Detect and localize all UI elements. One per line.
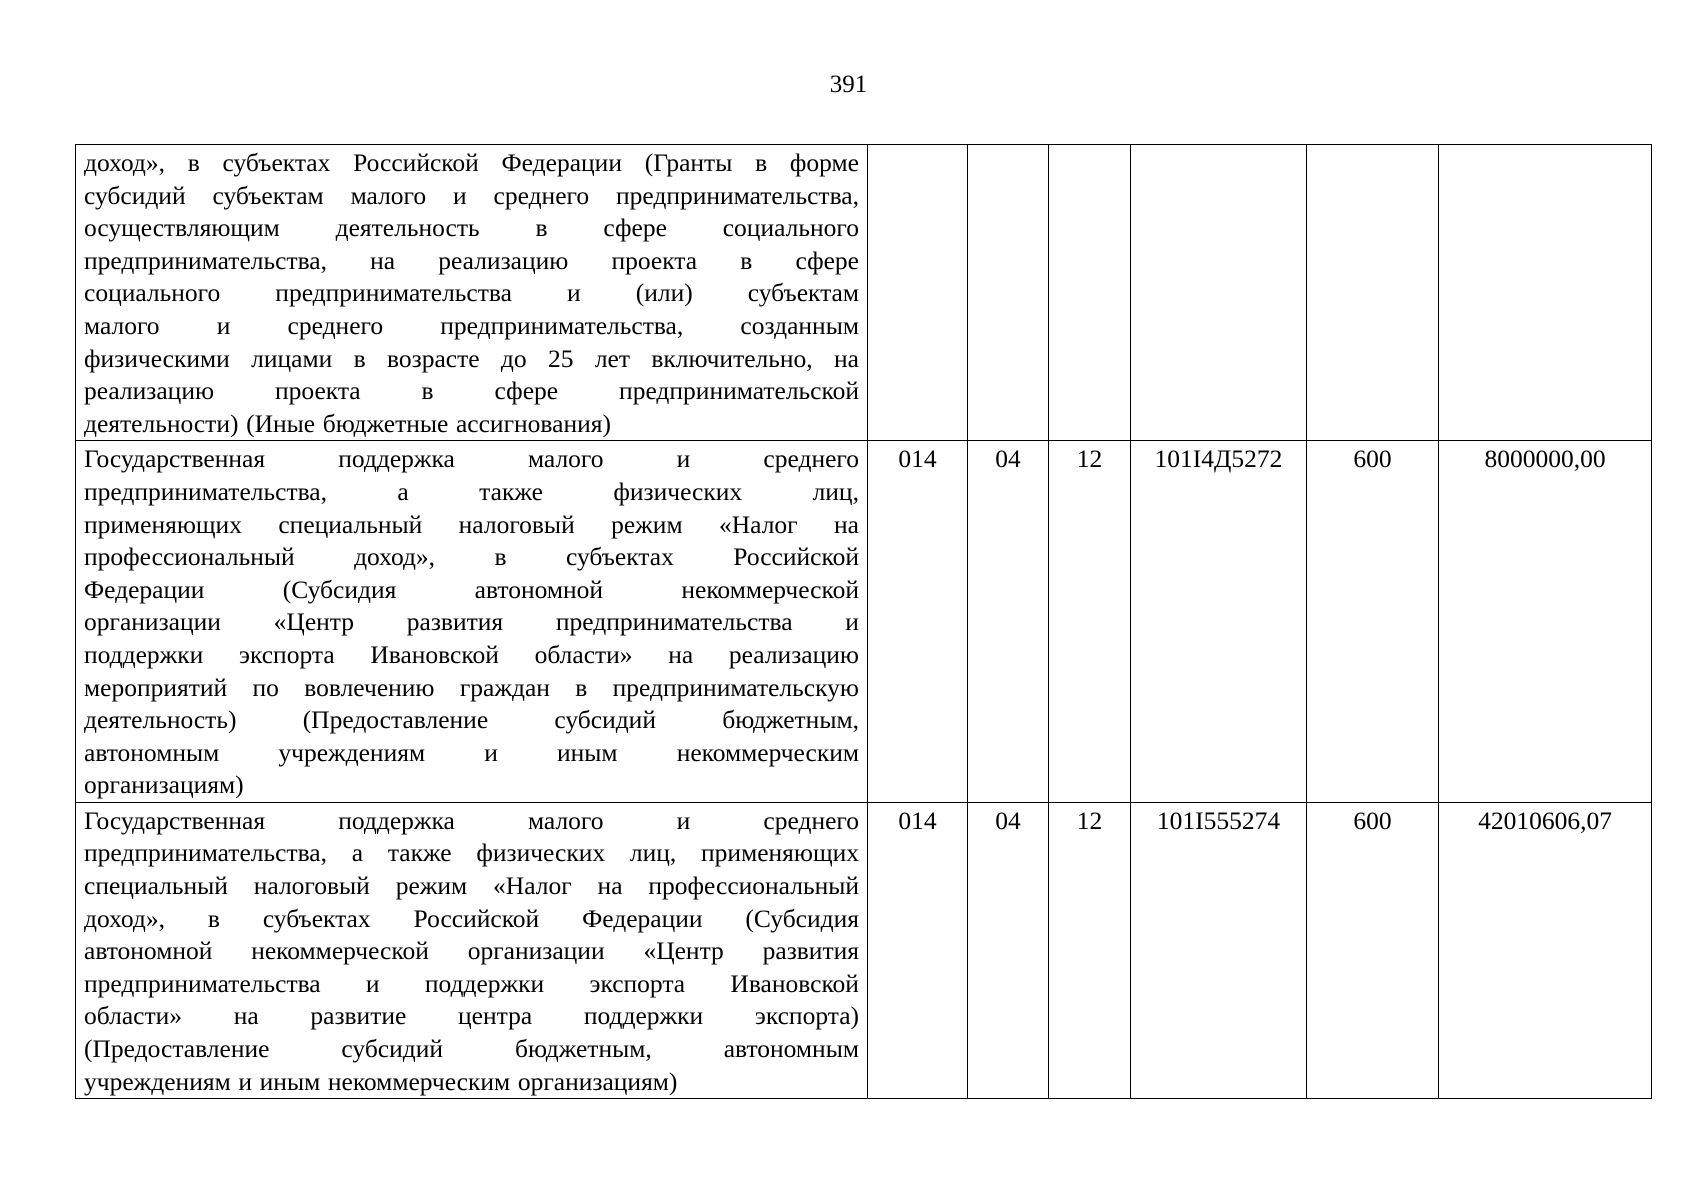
description-line: реализацию проекта в сфере предпринимательской xyxy=(84,376,859,406)
description-line: деятельности) (Иные бюджетные ассигнования) xyxy=(84,408,611,438)
description-line: предпринимательства, а также физических лиц, xyxy=(84,476,859,506)
description-line: малого и среднего предпринимательства, созданным xyxy=(84,310,859,340)
description-line: области» на развитие центра поддержки экспорта) xyxy=(84,1001,859,1031)
description-line: автономным учреждениям и иным некоммерческим xyxy=(84,737,859,767)
description-line: доход», в субъектах Российской Федерации (Субсидия xyxy=(84,903,859,933)
target-article-cell: 101I4Д5272 xyxy=(1131,441,1307,803)
page-number: 391 xyxy=(829,71,868,98)
description-line: поддержки экспорта Ивановской области» на реализацию xyxy=(84,639,859,669)
description-line: (Предоставление субсидий бюджетным, автономным xyxy=(84,1034,859,1064)
description-line: предпринимательства, на реализацию проекта в сфере xyxy=(84,245,859,275)
subsection-code-cell: 12 xyxy=(1049,441,1131,803)
description-line: организациям) xyxy=(84,770,244,800)
description-line: осуществляющим деятельность в сфере социального xyxy=(84,213,859,243)
subsection-code-cell: 12 xyxy=(1049,802,1131,1098)
description-line: Государственная поддержка малого и среднего xyxy=(84,444,859,474)
ministry-code-cell: 014 xyxy=(868,441,968,803)
description-line: предпринимательства, а также физических лиц, применяющих xyxy=(84,838,859,868)
section-code-cell: 04 xyxy=(968,441,1049,803)
description-line: Государственная поддержка малого и среднего xyxy=(84,805,859,835)
expense-type-cell: 600 xyxy=(1307,802,1439,1098)
amount-cell xyxy=(1439,145,1652,441)
description-line: профессиональный доход», в субъектах Российской xyxy=(84,542,859,572)
description-line: субсидий субъектам малого и среднего предпринимательства, xyxy=(84,180,859,210)
section-code-cell: 04 xyxy=(968,802,1049,1098)
description-line: Федерации (Субсидия автономной некоммерческой xyxy=(84,574,859,604)
target-article-cell xyxy=(1131,145,1307,441)
ministry-code-cell xyxy=(868,145,968,441)
description-line: мероприятий по вовлечению граждан в предпринимательскую xyxy=(84,672,859,702)
description-cell xyxy=(76,441,868,803)
description-line: деятельность) (Предоставление субсидий бюджетным, xyxy=(84,705,859,735)
table-row xyxy=(76,145,1652,441)
expense-type-cell: 600 xyxy=(1307,441,1439,803)
description-line: социального предпринимательства и (или) субъектам xyxy=(84,278,859,308)
amount-cell: 42010606,07 xyxy=(1439,802,1652,1098)
table-row xyxy=(76,441,1652,803)
description-line: специальный налоговый режим «Налог на профессиональный xyxy=(84,871,859,901)
description-line: организации «Центр развития предпринимательства и xyxy=(84,607,859,637)
subsection-code-cell xyxy=(1049,145,1131,441)
description-line: применяющих специальный налоговый режим «Налог на xyxy=(84,509,859,539)
description-line: физическими лицами в возрасте до 25 лет включительно, на xyxy=(84,343,859,373)
ministry-code-cell: 014 xyxy=(868,802,968,1098)
target-article-cell: 101I555274 xyxy=(1131,802,1307,1098)
description-line: учреждениям и иным некоммерческим организациям) xyxy=(84,1066,678,1096)
table-row xyxy=(76,802,1652,1098)
section-code-cell xyxy=(968,145,1049,441)
description-cell xyxy=(76,802,868,1098)
amount-cell: 8000000,00 xyxy=(1439,441,1652,803)
budget-table xyxy=(75,144,1652,1099)
description-line: предпринимательства и поддержки экспорта Ивановской xyxy=(84,968,859,998)
table-body xyxy=(76,145,1652,1099)
description-cell xyxy=(76,145,868,441)
expense-type-cell xyxy=(1307,145,1439,441)
description-line: автономной некоммерческой организации «Центр развития xyxy=(84,936,859,966)
description-line: доход», в субъектах Российской Федерации (Гранты в форме xyxy=(84,148,859,177)
